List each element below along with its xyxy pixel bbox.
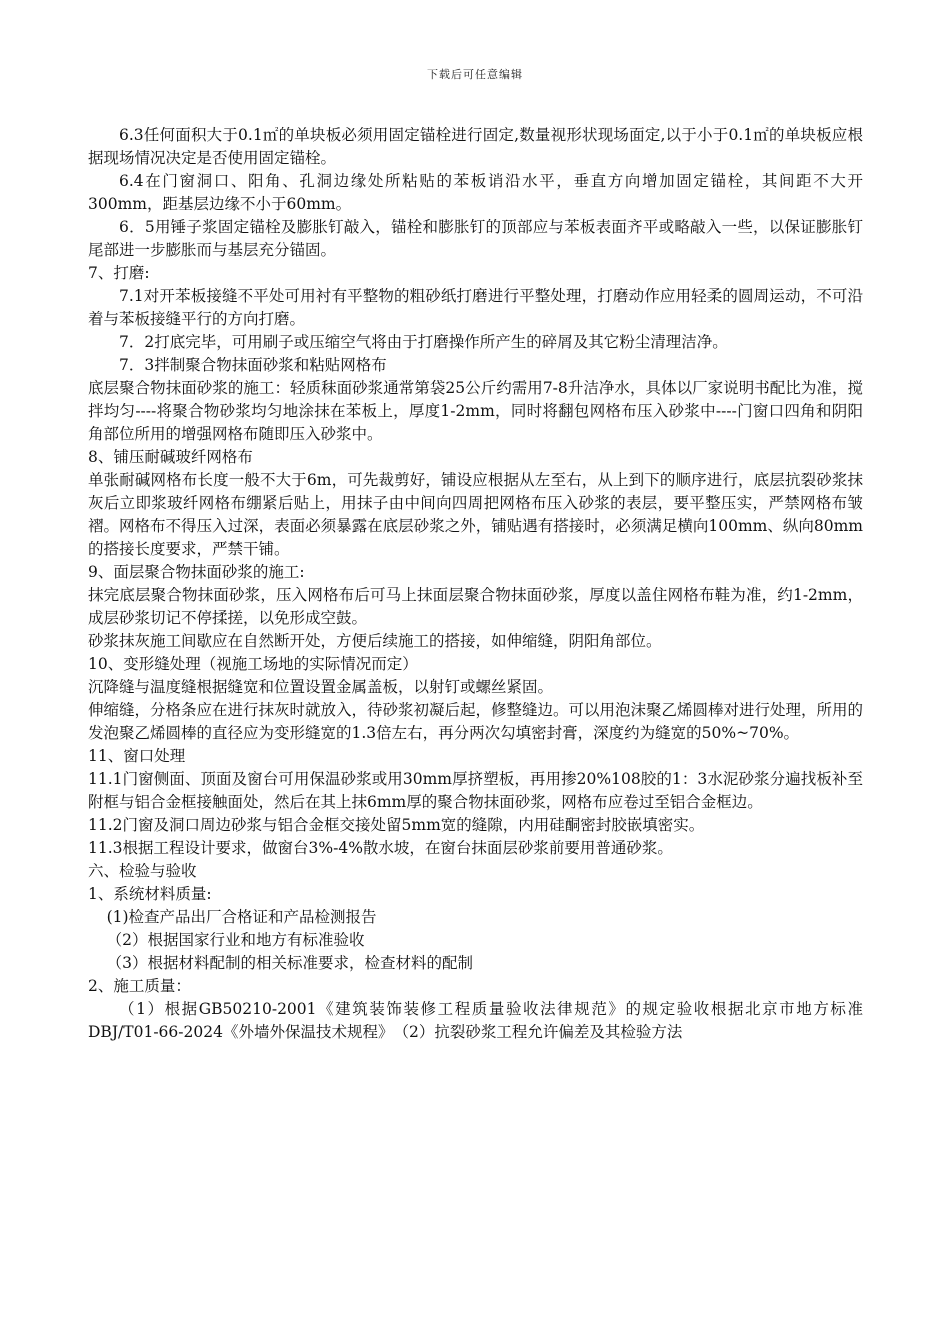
paragraph: 7.1对开苯板接缝不平处可用衬有平整物的粗砂纸打磨进行平整处理，打磨动作应用轻柔的圆周运动，不可沿着与苯板接缝平行的方向打磨。 <box>88 287 863 328</box>
paragraph: 11.3根据工程设计要求，做窗台3%-4%散水坡，在窗台抹面层砂浆前要用普通砂浆。 <box>88 839 673 857</box>
paragraph: 砂浆抹灰施工间歇应在自然断开处，方便后续施工的搭接，如伸缩缝，阴阳角部位。 <box>88 632 662 650</box>
paragraph: （1）根据GB50210-2001《建筑装饰装修工程质量验收法律规范》的规定验收根据北京市地方标准DBJ/T01-66-2024《外墙外保温技术规程》 （2）抗裂砂浆工程允许偏差及其检验方法 <box>88 1000 863 1041</box>
document-body <box>88 124 863 1044</box>
paragraph: 6.4在门窗洞口、阳角、孔洞边缘处所粘贴的苯板诮沿水平，垂直方向增加固定锚栓，其间距不大开300mm，距基层边缘不小于60mm。 <box>88 172 863 213</box>
list-item: (1)检查产品出厂合格证和产品检测报告 <box>106 908 377 926</box>
list-item: （2）根据国家行业和地方有标准验收 <box>106 931 365 949</box>
paragraph: 抹完底层聚合物抹面砂浆，压入网格布后可马上抹面层聚合物抹面砂浆，厚度以盖住网格布鞋为准，约1-2mm，成层砂浆切记不停揉搓，以免形成空鼓。 <box>88 586 863 627</box>
section-heading: 11、窗口处理 <box>88 747 186 765</box>
section-heading: 六、检验与验收 <box>88 862 197 880</box>
paragraph: 沉降缝与温度缝根据缝宽和位置设置金属盖板，以射钉或螺丝紧固。 <box>88 678 554 696</box>
paragraph: 11.1门窗侧面、顶面及窗台可用保温砂浆或用30mm厚挤塑板，再用掺20%108胶的1：3水泥砂浆分遍找板补至附框与铝合金框接触面处，然后在其上抹6mm厚的聚合物抹面砂浆，网格布应卷过至铝合金框边。 <box>88 770 863 811</box>
section-heading: 1、系统材料质量: <box>88 885 212 903</box>
section-heading: 2、施工质量： <box>88 977 191 995</box>
paragraph: 伸缩缝，分格条应在进行抹灰时就放入，待砂浆初凝后起，修整缝边。可以用泡沫聚乙烯圆棒对进行处理，所用的发泡聚乙烯圆棒的直径应为变形缝宽的1.3倍左右，再分两次勾填密封膏，深度约为缝宽的50%~70%。 <box>88 701 864 742</box>
section-heading: 8、铺压耐碱玻纤网格布 <box>88 448 253 466</box>
paragraph: 7．3拌制聚合物抹面砂浆和粘贴网格布 <box>119 356 387 374</box>
page-header: 下载后可任意编辑 <box>427 68 523 81</box>
paragraph: 6．5用锤子浆固定锚栓及膨胀钉敲入，锚栓和膨胀钉的顶部应与苯板表面齐平或略敲入一些，以保证膨胀钉尾部进一步膨胀而与基层充分锚固。 <box>88 218 863 259</box>
section-heading: 10、变形缝处理（视施工场地的实际情况而定） <box>88 655 418 673</box>
section-heading: 7、打磨: <box>88 264 150 282</box>
paragraph: 底层聚合物抹面砂浆的施工：轻质秣面砂浆通常第袋25公斤约需用7-8升洁净水，具体以厂家说明书配比为准，搅拌均匀----将聚合物砂浆均匀地涂抹在苯板上，厚度1-2mm，同时将翻包网格布压入砂浆中----门窗口四角和阴阳角部位所用的增强网格布随即压入砂浆中。 <box>88 379 863 443</box>
section-heading: 9、面层聚合物抹面砂浆的施工: <box>88 563 305 581</box>
paragraph: 单张耐碱网格布长度一般不大于6m，可先裁剪好，铺设应根据从左至右，从上到下的顺序进行，底层抗裂砂浆抹灰后立即浆玻纤网格布绷紧后贴上，用抹子由中间向四周把网格布压入砂浆的表层，要平整压实，严禁网格布皱褶。网格布不得压入过深，表面必须暴露在底层砂浆之外，铺贴遇有搭接时，必须满足横向100mm、纵向80mm的搭接长度要求，严禁干铺。 <box>88 471 863 558</box>
list-item: （3）根据材料配制的相关标准要求，检查材料的配制 <box>106 954 473 972</box>
paragraph: 6.3任何面积大于0.1㎡的单块板必须用固定锚栓进行固定,数量视形状现场面定,以于小于0.1㎡的单块板应根据现场情况决定是否使用固定锚栓。 <box>88 126 863 167</box>
paragraph: 7．2打底完毕，可用刷子或压缩空气将由于打磨操作所产生的碎屑及其它粉尘清理洁净。 <box>119 333 728 351</box>
paragraph: 11.2门窗及洞口周边砂浆与铝合金框交接处留5mm宽的缝隙，内用硅酮密封胶嵌填密实。 <box>88 816 705 834</box>
